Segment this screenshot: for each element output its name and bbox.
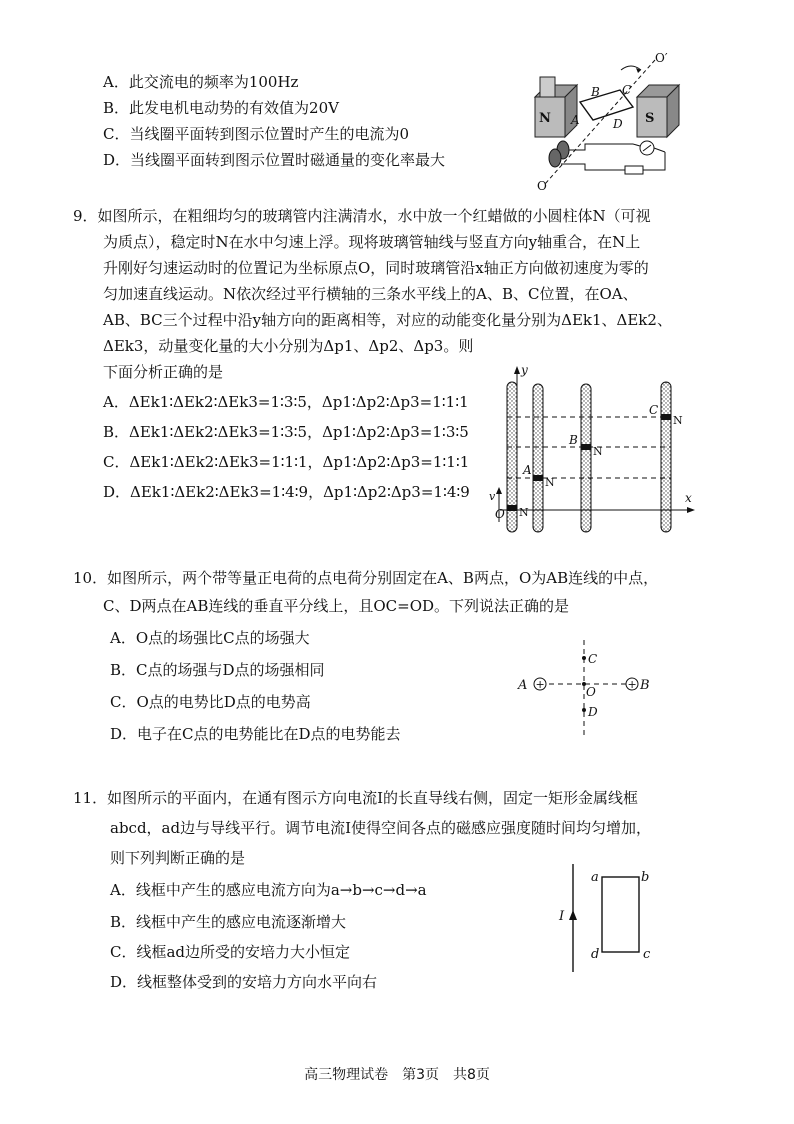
q8-option-b: B．此发电机电动势的有效值为20V	[103, 99, 339, 117]
svg-text:v: v	[489, 490, 496, 503]
q9-stem-line-6: ΔEk3，动量变化量的大小分别为Δp1、Δp2、Δp3。则	[103, 337, 474, 355]
q11-stem-line-3: 则下列判断正确的是	[110, 849, 246, 867]
q11-option-c: C．线框ad边所受的安培力大小恒定	[110, 943, 351, 961]
svg-text:N: N	[545, 476, 555, 489]
svg-text:O′: O′	[655, 52, 668, 65]
q9-stem-line-7: 下面分析正确的是	[103, 363, 224, 381]
svg-text:B: B	[640, 678, 650, 693]
page-footer: 高三物理试卷 第3页 共8页	[304, 1067, 490, 1083]
q11-wire-loop-figure	[555, 860, 665, 975]
svg-text:O: O	[586, 685, 596, 699]
svg-text:N: N	[539, 111, 551, 126]
svg-text:C: C	[649, 403, 659, 417]
rect-loop	[602, 877, 639, 952]
q9-stem-line-1: 9．如图所示，在粗细均匀的玻璃管内注满清水，水中放一个红蜡做的小圆柱体N（可视	[73, 207, 651, 225]
tube-1	[507, 382, 517, 532]
svg-text:A: A	[518, 678, 528, 693]
svg-text:N: N	[519, 506, 529, 519]
svg-text:A: A	[571, 113, 580, 127]
q8-option-a: A．此交流电的频率为100Hz	[103, 73, 299, 91]
q9-option-a: A．ΔEk1∶ΔEk2∶ΔEk3=1∶3∶5，Δp1∶Δp2∶Δp3=1∶1∶1	[103, 393, 469, 411]
q9-option-b: B．ΔEk1∶ΔEk2∶ΔEk3=1∶3∶5，Δp1∶Δp2∶Δp3=1∶3∶5	[103, 423, 469, 441]
q9-option-d: D．ΔEk1∶ΔEk2∶ΔEk3=1∶4∶9，Δp1∶Δp2∶Δp3=1∶4∶9	[103, 483, 470, 501]
q11-option-a: A．线框中产生的感应电流方向为a→b→c→d→a	[110, 881, 427, 899]
svg-text:A: A	[523, 463, 532, 477]
q8-option-c: C．当线圈平面转到图示位置时产生的电流为0	[103, 125, 410, 143]
q10-stem-line-1: 10．如图所示，两个带等量正电荷的点电荷分别固定在A、B两点，O为AB连线的中点，	[73, 569, 659, 587]
q9-tube-figure	[485, 362, 700, 534]
q9-stem-line-3: 升刚好匀速运动时的位置记为坐标原点O，同时玻璃管沿x轴正方向做初速度为零的	[103, 259, 649, 277]
svg-text:O: O	[537, 179, 547, 192]
svg-text:N: N	[593, 445, 603, 458]
q11-option-d: D．线框整体受到的安培力方向水平向右	[110, 973, 378, 991]
svg-text:a: a	[591, 870, 599, 885]
svg-text:y: y	[521, 363, 528, 377]
svg-text:D: D	[613, 117, 623, 131]
q9-stem-line-4: 匀加速直线运动。N依次经过平行横轴的三条水平线上的A、B、C位置，在OA、	[103, 285, 638, 303]
svg-text:+: +	[627, 678, 637, 691]
q10-option-b: B．C点的场强与D点的场强相同	[110, 661, 325, 679]
q11-stem-line-1: 11．如图所示的平面内，在通有图示方向电流I的长直导线右侧，固定一矩形金属线框	[73, 789, 639, 807]
q8-generator-figure	[525, 52, 690, 192]
q10-option-c: C．O点的电势比D点的电势高	[110, 693, 311, 711]
tube-2	[533, 384, 543, 532]
svg-text:c: c	[643, 947, 651, 962]
q11-option-b: B．线框中产生的感应电流逐渐增大	[110, 913, 347, 931]
svg-text:d: d	[591, 947, 600, 962]
q9-stem-line-5: AB、BC三个过程中沿y轴方向的距离相等，对应的动能变化量分别为ΔEk1、ΔEk2、	[103, 311, 672, 329]
svg-text:b: b	[641, 870, 650, 885]
svg-text:B: B	[591, 85, 600, 99]
tube-3	[581, 384, 591, 532]
q10-option-d: D．电子在C点的电势能比在D点的电势能去	[110, 725, 401, 743]
svg-text:S: S	[645, 111, 655, 126]
q11-stem-line-2: abcd，ad边与导线平行。调节电流I使得空间各点的磁感应强度随时间均匀增加，	[110, 819, 652, 837]
svg-text:N: N	[673, 414, 683, 427]
q9-stem-line-2: 为质点），稳定时N在水中匀速上浮。现将玻璃管轴线与竖直方向y轴重合，在N上	[103, 233, 641, 251]
q10-option-a: A．O点的场强比C点的场强大	[110, 629, 310, 647]
q10-charges-figure	[512, 636, 662, 746]
tube-4	[661, 382, 671, 532]
svg-text:x: x	[685, 491, 692, 505]
svg-text:C: C	[622, 83, 632, 97]
svg-text:O: O	[495, 507, 505, 521]
q9-option-c: C．ΔEk1∶ΔEk2∶ΔEk3=1∶1∶1，Δp1∶Δp2∶Δp3=1∶1∶1	[103, 453, 470, 471]
svg-text:B: B	[569, 433, 578, 447]
q10-stem-line-2: C、D两点在AB连线的垂直平分线上，且OC=OD。下列说法正确的是	[103, 597, 570, 615]
current-arrow-icon	[569, 910, 577, 920]
svg-text:C: C	[588, 652, 598, 666]
svg-text:+: +	[535, 678, 545, 691]
svg-text:I: I	[559, 909, 565, 924]
svg-text:D: D	[588, 705, 598, 719]
q8-option-d: D．当线圈平面转到图示位置时磁通量的变化率最大	[103, 151, 446, 169]
